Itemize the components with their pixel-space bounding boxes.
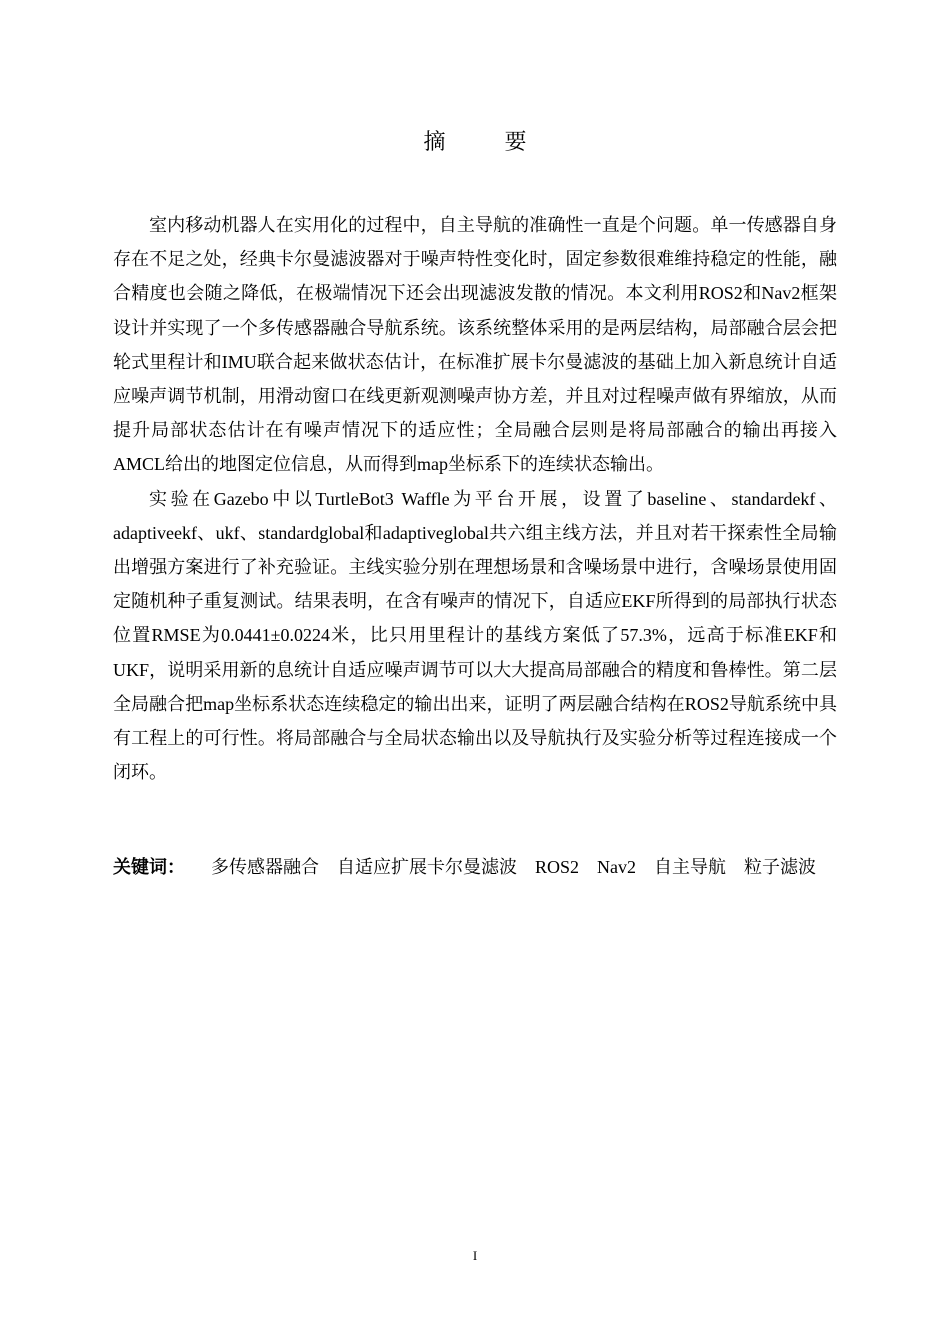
keywords-section [113, 850, 837, 884]
abstract-paragraph: 室内移动机器人在实用化的过程中，自主导航的准确性一直是个问题。单一传感器自身存在不足之处，经典卡尔曼滤波器对于噪声特性变化时，固定参数很难维持稳定的性能，融合精度也会随之降低，在极端情况下还会出现滤波发散的情况。本文利用ROS2和Nav2框架设计并实现了一个多传感器融合导航系统。该系统整体采用的是两层结构，局部融合层会把轮式里程计和IMU联合起来做状态估计，在标准扩展卡尔曼滤波的基础上加入新息统计自适应噪声调节机制，用滑动窗口在线更新观测噪声协方差，并且对过程噪声做有界缩放，从而提升局部状态估计在有噪声情况下的适应性；全局融合层则是将局部融合的输出再接入AMCL给出的地图定位信息，从而得到map坐标系下的连续状态输出。 [113, 215, 837, 475]
keyword: 自主导航 [654, 857, 727, 877]
keyword: 多传感器融合 [211, 857, 319, 877]
keyword: Nav2 [597, 857, 637, 877]
abstract-paragraph: 实验在Gazebo中以TurtleBot3 Waffle为平台开展，设置了baseline、standardekf、adaptiveekf、ukf、standardglobal和adaptiveglobal共六组主线方法，并且对若干探索性全局输出增强方案进行了补充验证。主线实验分别在理想场景和含噪场景中进行，含噪场景使用固定随机种子重复测试。结果表明，在含有噪声的情况下，自适应EKF所得到的局部执行状态位置RMSE为0.0441±0.0224米，比只用里程计的基线方案低了57.3%，远高于标准EKF和UKF，说明采用新的息统计自适应噪声调节可以大大提高局部融合的精度和鲁棒性。第二层全局融合把map坐标系状态连续稳定的输出出来，证明了两层融合结构在ROS2导航系统中具有工程上的可行性。将局部融合与全局状态输出以及导航执行及实验分析等过程连接成一个闭环。 [113, 488, 837, 783]
page-number: I [472, 1248, 478, 1263]
keywords-label: 关键词： [113, 857, 185, 877]
page-title: 摘 要 [423, 130, 553, 155]
keyword: ROS2 [535, 857, 580, 877]
keyword: 粒子滤波 [744, 857, 817, 877]
abstract-body [113, 208, 837, 789]
keyword: 自适应扩展卡尔曼滤波 [337, 857, 517, 877]
